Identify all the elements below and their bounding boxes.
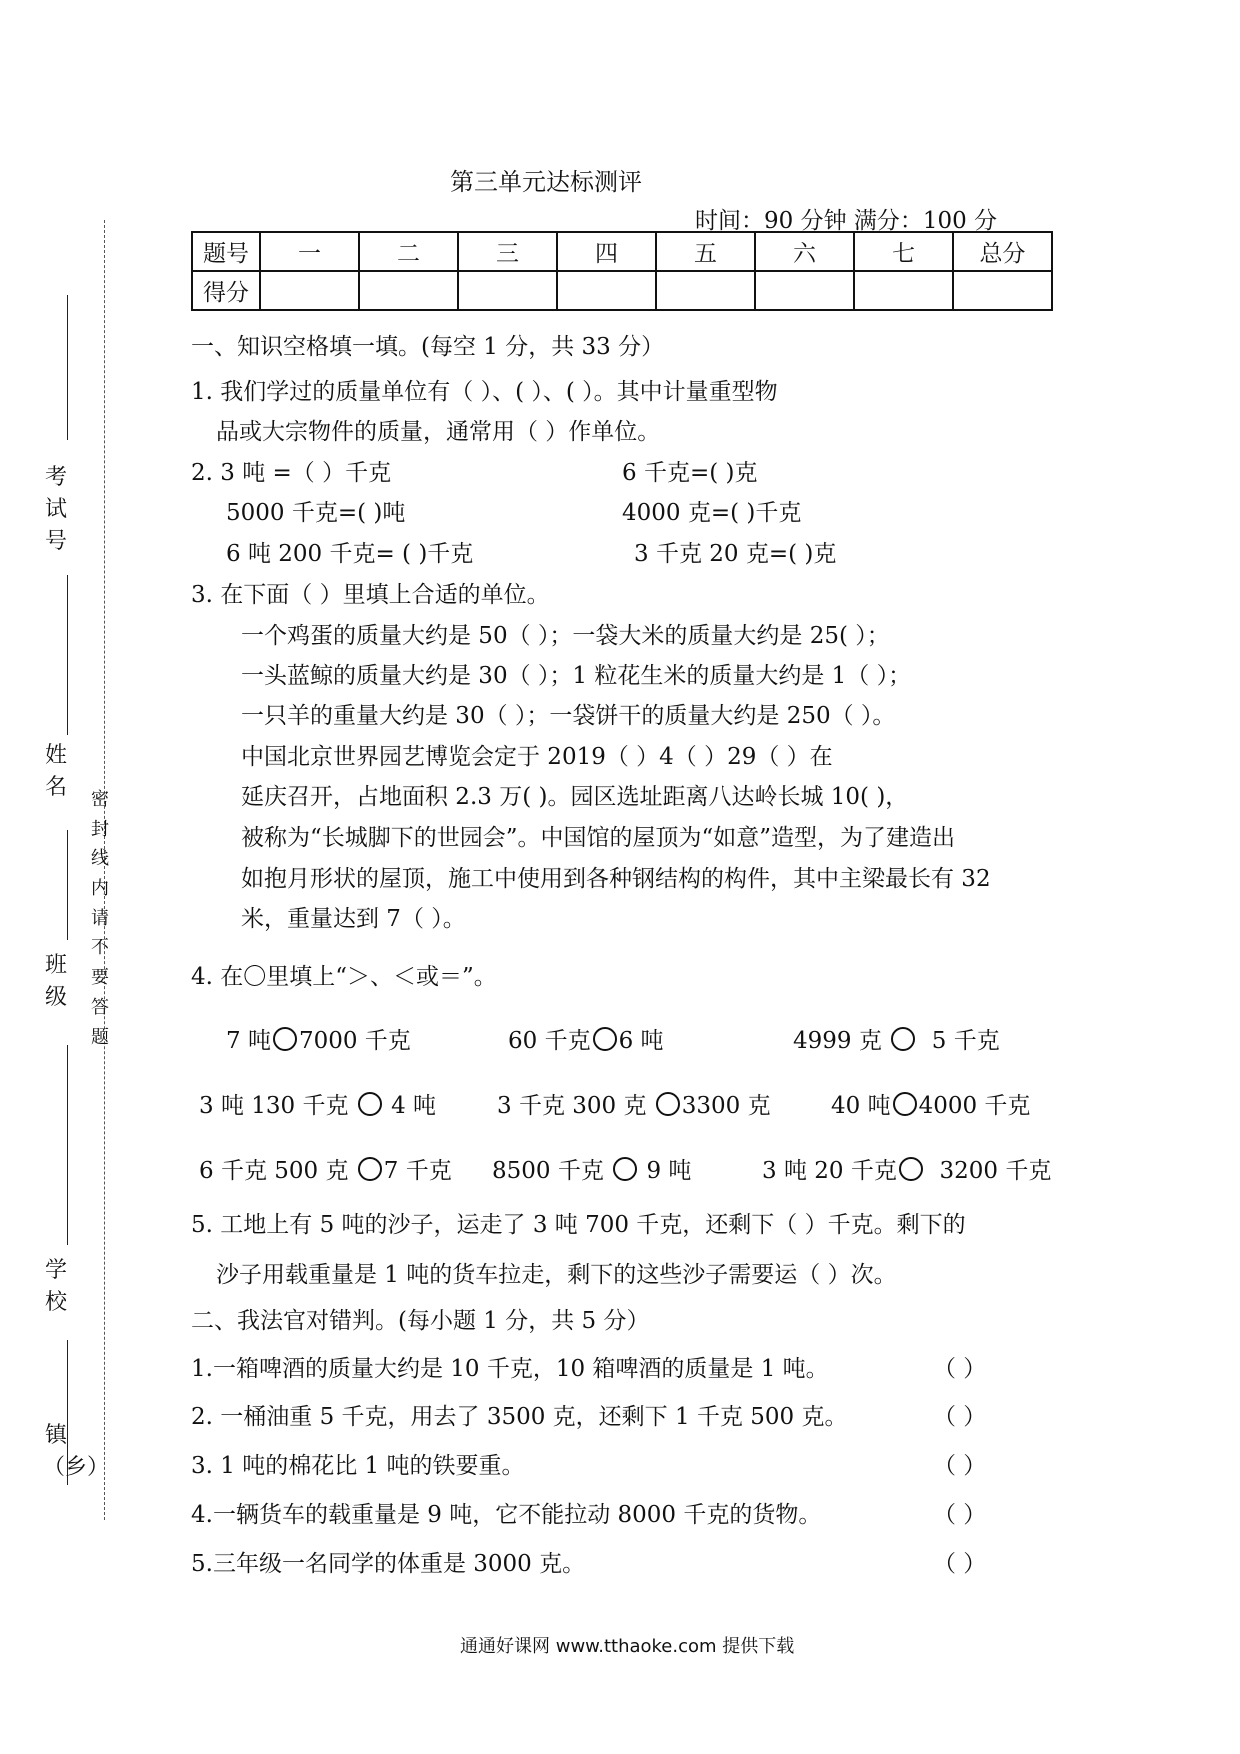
table-cell: 得分 [192,271,260,310]
score-cell[interactable] [854,271,953,310]
table-cell: 总分 [953,232,1052,271]
q4-right: 4 吨 [391,1093,437,1119]
score-table-header-row [192,232,1052,271]
class-underline [67,830,68,940]
q4-right: 5 千克 [931,1028,1000,1054]
section2-heading: 二、我法官对错判。(每小题 1 分，共 5 分） [191,1308,650,1334]
name-underline [67,575,68,735]
time-info: 时间：90 分钟 满分：100 分 [695,208,998,234]
q2-item: 4000 克=( )千克 [622,500,802,526]
judge-item-text: 3. 1 吨的棉花比 1 吨的铁要重。 [191,1453,525,1479]
q4-item [508,1022,664,1055]
q4-heading: 4. 在〇里填上“＞、＜或＝”。 [191,964,497,990]
q4-left: 6 千克 500 克 [199,1158,349,1184]
compare-circle[interactable] [891,1027,915,1051]
score-table [191,231,1053,311]
q2-item: 5000 千克=( )吨 [226,500,406,526]
q1-line1: 1. 我们学过的质量单位有（ ）、( ）、( ）。其中计量重型物 [191,379,778,405]
score-cell[interactable] [260,271,359,310]
q2-item: 6 千克=( )克 [622,460,758,486]
q4-right: 4000 千克 [918,1093,1031,1119]
q2-item: 3 千克 20 克=( )克 [634,541,837,567]
q4-item [497,1087,771,1120]
class-label: 班级 [44,953,67,1010]
q4-item [199,1152,452,1185]
exam-number-underline [67,295,68,440]
q3-line: 一头蓝鲸的质量大约是 30（ ）；1 粒花生米的质量大约是 1（ ）； [241,663,912,689]
q4-item [831,1087,1030,1120]
table-cell: 二 [359,232,458,271]
q4-left: 60 千克 [508,1028,591,1054]
q4-right: 6 吨 [618,1028,664,1054]
exam-number-label: 考试号 [44,465,67,554]
judge-item-text: 4.一辆货车的载重量是 9 吨，它不能拉动 8000 千克的货物。 [191,1502,822,1528]
table-cell: 七 [854,232,953,271]
q4-right: 3200 千克 [939,1158,1052,1184]
compare-circle[interactable] [893,1092,917,1116]
school-label: 学校 [44,1258,67,1315]
q5-line2: 沙子用载重量是 1 吨的货车拉走，剩下的这些沙子需要运（ ）次。 [216,1262,897,1288]
q2-item: 2. 3 吨 =（ ）千克 [191,460,392,486]
table-cell: 题号 [192,232,260,271]
judge-answer-paren[interactable]: （ ） [933,1356,987,1382]
q3-line: 中国北京世界园艺博览会定于 2019（ ）4（ ）29（ ）在 [241,744,833,770]
judge-item-text: 2. 一桶油重 5 千克，用去了 3500 克，还剩下 1 千克 500 克。 [191,1404,848,1430]
town-label: 镇（乡） [43,1423,110,1480]
q5-line1: 5. 工地上有 5 吨的沙子，运走了 3 吨 700 千克，还剩下（ ）千克。剩下的 [191,1212,966,1238]
q4-left: 4999 克 [793,1028,882,1054]
q4-right: 9 吨 [646,1158,692,1184]
q4-item [762,1152,1051,1185]
q4-left: 40 吨 [831,1093,891,1119]
q4-item [199,1087,436,1120]
compare-circle[interactable] [273,1027,297,1051]
table-cell: 四 [557,232,656,271]
q4-left: 7 吨 [226,1028,271,1054]
score-cell[interactable] [458,271,557,310]
q4-left: 8500 千克 [492,1158,604,1184]
q4-item [492,1152,691,1185]
compare-circle[interactable] [593,1027,617,1051]
table-cell: 五 [656,232,755,271]
q3-line: 延庆召开，占地面积 2.3 万( )。园区选址距离八达岭长城 10( )， [241,784,909,810]
q3-line: 如抱月形状的屋顶，施工中使用到各种钢结构的构件，其中主梁最长有 32 [241,866,991,892]
judge-answer-paren[interactable]: （ ） [933,1453,987,1479]
table-cell: 六 [755,232,854,271]
page-title: 第三单元达标测评 [450,168,642,196]
q4-left: 3 吨 130 千克 [199,1093,349,1119]
score-cell[interactable] [953,271,1052,310]
judge-item-text: 1.一箱啤酒的质量大约是 10 千克，10 箱啤酒的质量是 1 吨。 [191,1356,829,1382]
q2-item: 6 吨 200 千克= ( )千克 [226,541,474,567]
score-cell[interactable] [755,271,854,310]
section1-heading: 一、知识空格填一填。(每空 1 分，共 33 分） [191,334,665,360]
q4-right: 7000 千克 [298,1028,411,1054]
footer-credit: 通通好课网 www.tthaoke.com 提供下载 [460,1636,795,1657]
compare-circle[interactable] [358,1092,382,1116]
score-cell[interactable] [557,271,656,310]
q4-right: 7 千克 [383,1158,452,1184]
q3-line: 被称为“长城脚下的世园会”。中国馆的屋顶为“如意”造型，为了建造出 [241,825,956,851]
q3-heading: 3. 在下面（ ）里填上合适的单位。 [191,582,550,608]
score-cell[interactable] [359,271,458,310]
q3-line: 米，重量达到 7（ ）。 [241,906,466,932]
judge-answer-paren[interactable]: （ ） [933,1404,987,1430]
score-table-score-row [192,271,1052,310]
table-cell: 一 [260,232,359,271]
compare-circle[interactable] [358,1157,382,1181]
q3-line: 一个鸡蛋的质量大约是 50（ ）；一袋大米的质量大约是 25( ）； [241,623,890,649]
score-cell[interactable] [656,271,755,310]
school-underline [67,1045,68,1245]
compare-circle[interactable] [656,1092,680,1116]
q4-left: 3 吨 20 千克 [762,1158,897,1184]
q1-line2: 品或大宗物件的质量，通常用（ ）作单位。 [216,419,661,445]
q4-right: 3300 克 [681,1093,771,1119]
judge-answer-paren[interactable]: （ ） [933,1502,987,1528]
q3-line: 一只羊的重量大约是 30（ ）；一袋饼干的质量大约是 250（ ）。 [241,703,896,729]
q4-left: 3 千克 300 克 [497,1093,647,1119]
q4-item [793,1022,1000,1055]
q4-item [226,1022,411,1055]
compare-circle[interactable] [613,1157,637,1181]
name-label: 姓名 [44,743,67,800]
judge-answer-paren[interactable]: （ ） [933,1551,987,1577]
compare-circle[interactable] [899,1157,923,1181]
judge-item-text: 5.三年级一名同学的体重是 3000 克。 [191,1551,586,1577]
seal-notice: 密封线内请不要答题 [91,789,109,1048]
table-cell: 三 [458,232,557,271]
